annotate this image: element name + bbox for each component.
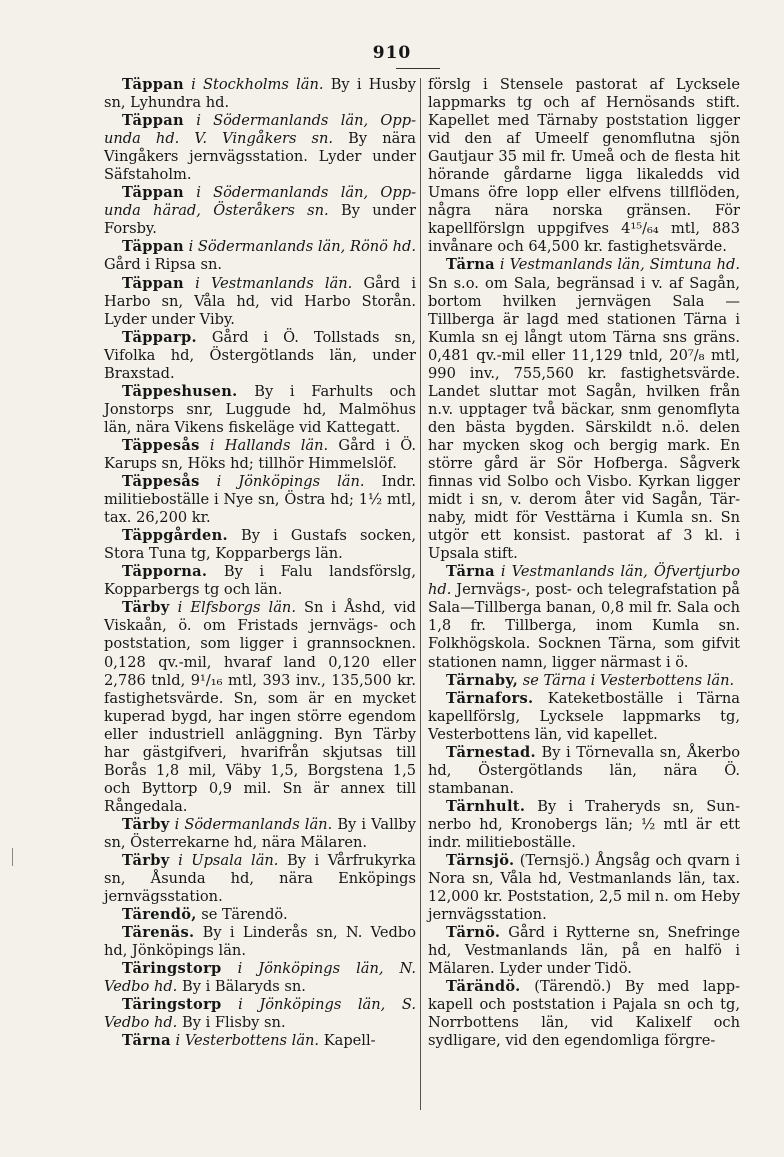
dictionary-entry (104, 76, 416, 112)
entry-location: i Södermanlands län, Oppunda härad, Österåkers sn. (104, 184, 416, 220)
dictionary-entry (104, 906, 416, 924)
entry-headword: Tärna (122, 1032, 171, 1050)
entry-text: Gård i Ö. Karups sn, Höks hd; tillhör Himmelslöf. (104, 436, 417, 472)
dictionary-entry (104, 437, 416, 473)
entry-headword: Tärnö. (446, 924, 501, 942)
dictionary-entry (104, 599, 416, 816)
entry-location: i Upsala län. (169, 852, 279, 870)
entry-headword: Tärnafors. (446, 689, 534, 707)
entry-headword: Tärnaby, (446, 671, 519, 689)
dictionary-entry (428, 672, 740, 690)
dictionary-entry (104, 960, 416, 996)
entry-text: Kateketboställe i Tärna kapellförslg, Lycksele lappmarks tg, Vesterbottens län, vid kapellet. (428, 689, 740, 743)
entry-location: i Södermanlands län, Rönö hd. (183, 238, 416, 256)
entry-location: i Jönköpings län, N. Vedbo hd. (104, 960, 416, 996)
dictionary-entry (104, 473, 416, 527)
entry-text: By i Traheryds sn, Sunnerbo hd, Kronobergs län; ½ mtl är ett indr. militieboställe. (428, 797, 740, 851)
dictionary-entry (104, 816, 416, 852)
entry-text: By under Forsby. (104, 202, 417, 238)
page-number-rule (396, 68, 440, 69)
entry-text: By i Husby sn, Lyhundra hd. (104, 76, 416, 112)
entry-text: Sn i Åshd, vid Viskaån, ö. om Fristads jernvägs- och poststation, som ligger i grannsocknen. 0,128 qv.-mil, hvaraf land 0,120 eller 2,786 tnld, 9¹/₁₆ mtl, 393 inv., 135,500 kr. fastighetsvärde. Sn, som är en mycket kuperad bygd, har ingen större egendom eller industriell anläggning. Byn Tärby har gästgifveri, hvarifrån skjutsas till Borås 1,8 mil, Väby 1,5, Borgstena 1,5 och Byttorp 0,9 mil. Sn är annex till Rångedala. (104, 599, 416, 815)
entry-text: Gård i Ö. Tollstads sn, Vifolka hd, Östergötlands län, under Braxstad. (104, 328, 416, 382)
entry-headword: Täppan (122, 184, 184, 202)
entry-text: By i Vårfrukyrka sn, Åsunda hd, nära Enköpings jernvägsstation. (104, 852, 416, 906)
entry-location: i Jönköpings län. (199, 473, 365, 491)
entry-headword: Täppesås (122, 436, 200, 454)
entry-headword: Tärendö, (122, 906, 197, 924)
entry-location: i Vesterbottens län. (170, 1032, 320, 1050)
entry-headword: Täppan (122, 76, 184, 93)
entry-headword: Tärändö. (446, 978, 521, 996)
entry-headword: Tärnestad. (446, 743, 536, 761)
entry-location: i Vestmanlands län. (183, 274, 353, 292)
dictionary-entry (428, 76, 740, 256)
entry-text: Indr. militieboställe i Nye sn, Östra hd; 1½ mtl, tax. 26,200 kr. (104, 473, 416, 527)
dictionary-entry (104, 329, 416, 383)
entry-headword: Täpporna. (122, 563, 208, 581)
dictionary-entry (104, 184, 416, 238)
entry-headword: Tärna (446, 563, 495, 581)
entry-location: i Hallands län. (199, 436, 329, 454)
dictionary-entry (104, 275, 416, 329)
dictionary-entry (428, 978, 740, 1050)
dictionary-entry (428, 924, 740, 978)
dictionary-entry (428, 256, 740, 563)
dictionary-entry (428, 563, 740, 671)
left-column (104, 76, 416, 1051)
dictionary-entry (104, 527, 416, 563)
dictionary-entry (428, 852, 740, 924)
entry-headword: Täppesås (122, 473, 200, 491)
entry-headword: Täppan (122, 274, 184, 292)
dictionary-entry (104, 924, 416, 960)
entry-text: By i Falu landsförslg, Kopparbergs tg och län. (104, 563, 416, 599)
dictionary-entry (428, 690, 740, 744)
entry-text: (Ternsjö.) Ångsåg och qvarn i Nora sn, Våla hd, Vestmanlands län, tax. 12,000 kr. Poststation, 2,5 mil n. om Heby jernvägsstation. (428, 852, 740, 924)
entry-headword: Täppgården. (122, 527, 228, 545)
entry-location: i Södermanlands län, Oppunda hd. V. Vingåkers sn. (104, 112, 416, 148)
entry-text: Kapell- (319, 1032, 376, 1050)
entry-location: i Södermanlands län. (169, 815, 333, 833)
entry-text: By i Gustafs socken, Stora Tuna tg, Kopparbergs län. (104, 527, 416, 563)
dictionary-entry (428, 798, 740, 852)
entry-headword: Täppeshusen. (122, 382, 238, 400)
entry-headword: Täpparp. (122, 328, 197, 346)
entry-headword: Täringstorp (122, 996, 222, 1014)
dictionary-entry (104, 238, 416, 274)
entry-headword: Tärby (122, 599, 170, 617)
dictionary-entry (104, 563, 416, 599)
dictionary-entry (104, 996, 416, 1032)
entry-headword: Tärenäs. (122, 924, 195, 942)
entry-text: (Tärendö.) By med lappkapell och poststation i Pajala sn och tg, Norrbottens län, vid Kalixelf och sydligare, vid den egendomliga förgre- (428, 978, 740, 1050)
dictionary-entry (104, 112, 416, 184)
entry-text: se Tärna i Vesterbottens län. (518, 671, 735, 689)
entry-text: Gård i Ripsa sn. (104, 256, 222, 274)
entry-location: i Stockholms län. (183, 76, 324, 93)
column-divider (420, 78, 421, 1110)
entry-headword: Tärnhult. (446, 797, 526, 815)
entry-text: Gård i Harbo sn, Våla hd, vid Harbo Storån. Lyder under Viby. (104, 274, 417, 328)
entry-headword: Tärby (122, 815, 170, 833)
entry-location: i Jönköpings län, S. Vedbo hd. (104, 996, 416, 1032)
right-column (428, 76, 740, 1051)
entry-location: i Elfsborgs län. (169, 599, 296, 617)
entry-text: se Tärendö. (196, 906, 288, 924)
entry-text: Gård i Rytterne sn, Snefringe hd, Vestmanlands län, på en halfö i Mälaren. Lyder under Tidö. (428, 924, 740, 978)
entry-location: i Vestmanlands län, Öfvertjurbo hd. (428, 563, 740, 599)
entry-text: By i Linderås sn, N. Vedbo hd, Jönköpings län. (104, 924, 416, 960)
entry-text: By i Bälaryds sn. (177, 978, 306, 996)
entry-headword: Tärna (446, 256, 495, 274)
entry-headword: Tärby (122, 852, 170, 870)
dictionary-entry (104, 852, 416, 906)
entry-headword: Tärnsjö. (446, 852, 515, 870)
entry-text: By i Törnevalla sn, Åkerbo hd, Östergötlands län, nära Ö. stambanan. (428, 743, 740, 797)
entry-location: i Vestmanlands län, Simtuna hd. (494, 256, 740, 274)
dictionary-entry (104, 383, 416, 437)
entry-headword: Täppan (122, 238, 184, 256)
entry-headword: Täppan (122, 112, 184, 130)
entry-text: By nära Vingåkers jernvägsstation. Lyder under Säfstaholm. (104, 130, 416, 184)
entry-text: By i Farhults och Jonstorps snr, Luggude hd, Malmöhus län, nära Vikens fiskeläge vid Kattegatt. (104, 382, 416, 436)
dictionary-entry (428, 744, 740, 798)
entry-text: Jernvägs-, post- och telegrafstation på Sala—Tillberga banan, 0,8 mil fr. Sala och 1,8 fr. Tillberga, inom Kumla sn. Folkhögskola. Socknen Tärna, som gifvit stationen namn, ligger närmast i ö. (428, 581, 740, 671)
entry-text: By i Vallby sn, Österrekarne hd, nära Mälaren. (104, 815, 416, 851)
entry-text: förslg i Stensele pastorat af Lycksele lappmarks tg och af Hernösands stift. Kapellet med Tärnaby poststation ligger vid den af Umeelf genomflutna sjön Gautjaur 35 mil fr. Umeå och de flesta hit hörande gårdarne ligga likaledds vid Umans öfre lopp eller elfvens tillflöden, några nära norska gränsen. För kapellförslgn uppgifves 4¹⁵/₆₄ mtl, 883 invånare och 64,500 kr. fastighetsvärde. (428, 76, 740, 256)
entry-text: By i Flisby sn. (177, 1014, 286, 1032)
dictionary-entry (104, 1032, 416, 1050)
entry-headword: Täringstorp (122, 960, 222, 978)
entry-text: Sn s.o. om Sala, begränsad i v. af Sagån, bortom hvilken jernvägen Sala —Tillberga är lagd med stationen Tärna i Kumla sn ej långt utom Tärna sns gräns. 0,481 qv.-mil eller 11,129 tnld, 20⁷/₈ mtl, 990 inv., 755,560 kr. fastighetsvärde. Landet sluttar mot Sagån, hvilken från n.v. upptager två bäckar, snm genomflyta den bästa bygden. Särskildt n.ö. delen har mycken skog och bergig mark. En större gård är Sör Hofberga. Sågverk finnas vid Solbo och Visbo. Kyrkan ligger midt i sn, v. derom åter vid Sagån, Tärnaby, midt för Vesttärna i Kumla sn. Sn utgör ett konsist. pastorat af 3 kl. i Upsala stift. (428, 274, 740, 563)
scan-margin-mark (12, 848, 13, 866)
page-number: 910 (372, 43, 412, 63)
